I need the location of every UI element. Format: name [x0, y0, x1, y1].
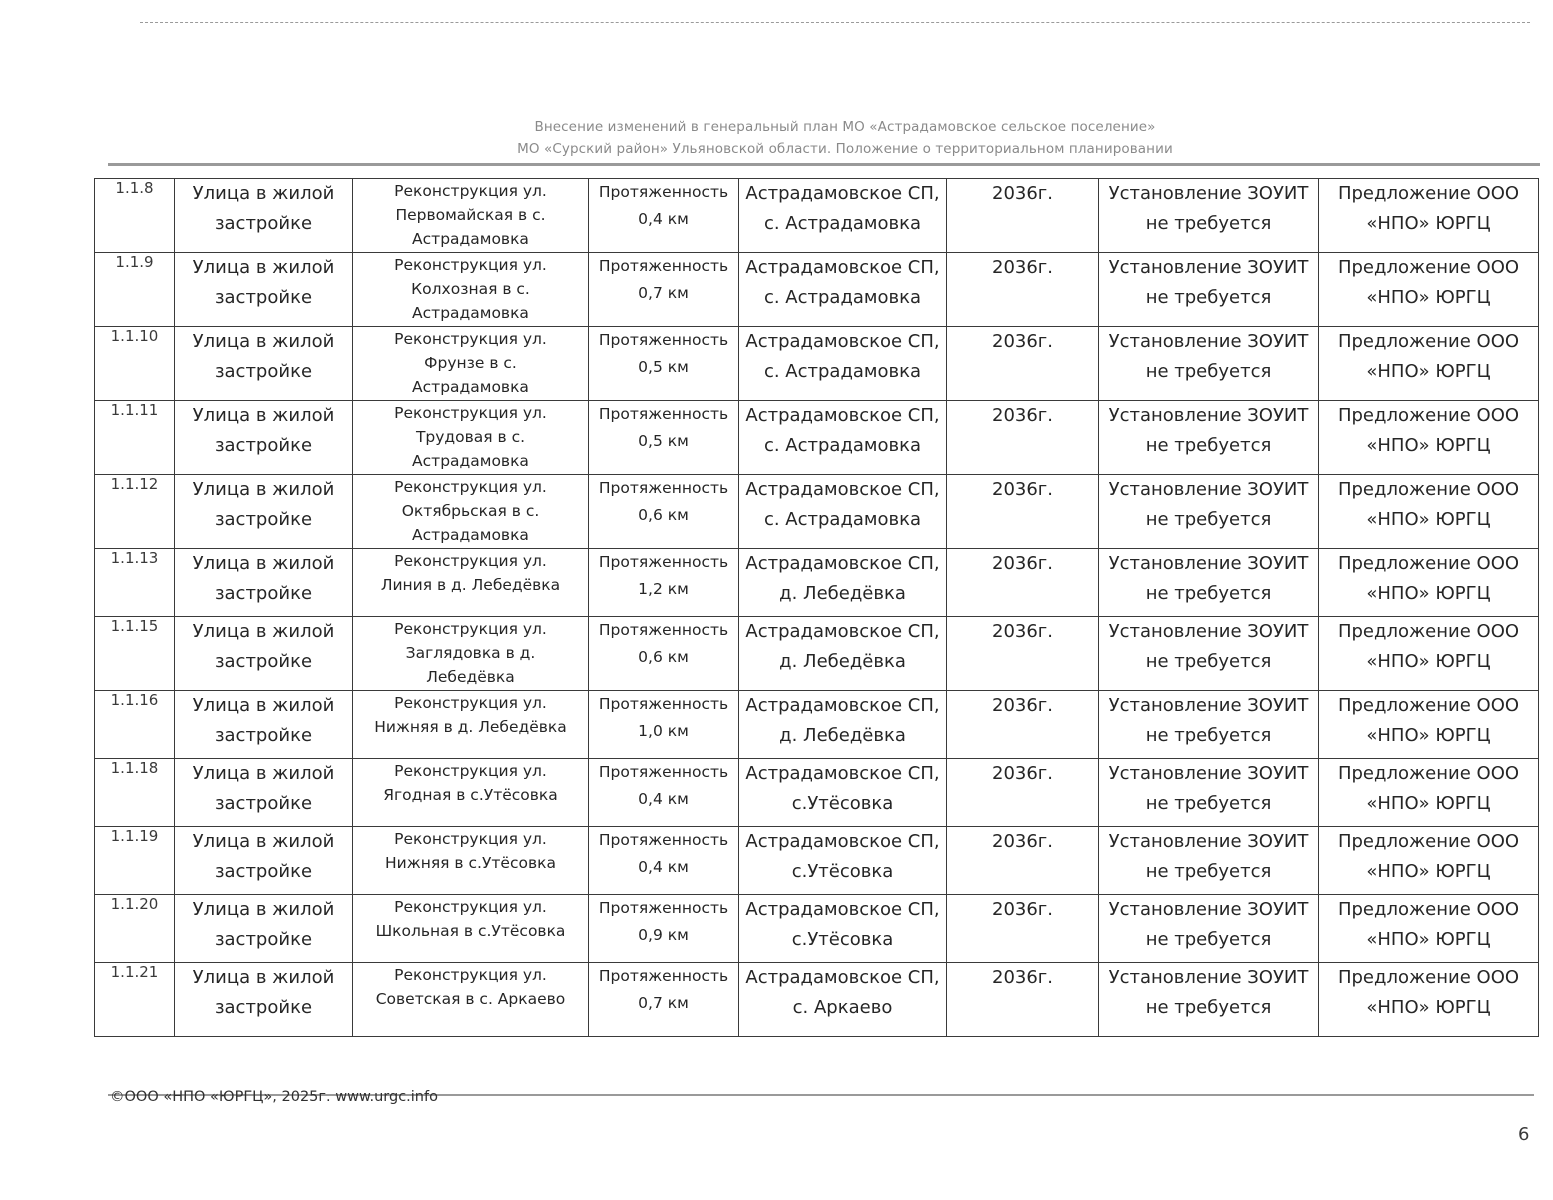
zone-line: Установление ЗОУИТ [1108, 831, 1309, 852]
length-line: Протяженность [598, 331, 729, 349]
location-line: Астрадамовское СП, [745, 763, 940, 784]
location-line: с. Астрадамовка [763, 361, 922, 382]
zone-line: не требуется [1145, 861, 1272, 882]
length-cell [589, 475, 739, 549]
length-line: Протяженность [598, 479, 729, 497]
location-cell [739, 253, 947, 327]
zone-cell [1099, 253, 1319, 327]
zone-line: Установление ЗОУИТ [1108, 621, 1309, 642]
zone-line: Установление ЗОУИТ [1108, 553, 1309, 574]
work-description-line: Нижняя в с.Утёсовка [385, 854, 556, 872]
source-cell [1319, 179, 1539, 253]
source-cell [1319, 759, 1539, 827]
location-line: Астрадамовское СП, [745, 257, 940, 278]
zone-line: не требуется [1145, 509, 1272, 530]
table-body [95, 179, 1539, 1037]
object-type-line: Улица в жилой [192, 183, 335, 204]
row-number: 1.1.11 [95, 401, 175, 475]
source-line: Предложение ООО [1337, 405, 1520, 426]
object-type-line: застройке [214, 725, 313, 746]
work-description-line: Астрадамовка [412, 452, 529, 470]
row-number: 1.1.21 [95, 963, 175, 1037]
table-row [95, 401, 1539, 475]
year-cell: 2036г. [947, 327, 1099, 401]
location-cell [739, 475, 947, 549]
length-line: 0,6 км [638, 506, 689, 524]
object-type-line: застройке [214, 929, 313, 950]
length-line: Протяженность [598, 967, 729, 985]
year-cell: 2036г. [947, 963, 1099, 1037]
length-line: 0,6 км [638, 648, 689, 666]
row-number: 1.1.13 [95, 549, 175, 617]
header-divider [108, 163, 1540, 166]
work-description-line: Астрадамовка [412, 304, 529, 322]
work-description-cell [353, 963, 589, 1037]
source-cell [1319, 475, 1539, 549]
source-line: Предложение ООО [1337, 831, 1520, 852]
work-description-line: Астрадамовка [412, 230, 529, 248]
length-line: Протяженность [598, 183, 729, 201]
zone-line: не требуется [1145, 997, 1272, 1018]
source-line: «НПО» ЮРГЦ [1366, 651, 1491, 672]
source-line: «НПО» ЮРГЦ [1366, 929, 1491, 950]
row-number: 1.1.20 [95, 895, 175, 963]
year-cell: 2036г. [947, 691, 1099, 759]
location-line: Астрадамовское СП, [745, 405, 940, 426]
zone-cell [1099, 549, 1319, 617]
object-type-line: Улица в жилой [192, 967, 335, 988]
length-line: Протяженность [598, 257, 729, 275]
length-line: Протяженность [598, 553, 729, 571]
zone-line: не требуется [1145, 929, 1272, 950]
location-line: Астрадамовское СП, [745, 553, 940, 574]
zone-line: не требуется [1145, 213, 1272, 234]
zone-cell [1099, 327, 1319, 401]
length-line: Протяженность [598, 899, 729, 917]
zone-cell [1099, 963, 1319, 1037]
header-line-1: Внесение изменений в генеральный план МО «Астрадамовское сельское поселение» [534, 119, 1156, 135]
location-line: Астрадамовское СП, [745, 831, 940, 852]
work-description-line: Октябрьская в с. [401, 502, 540, 520]
object-type-line: застройке [214, 861, 313, 882]
year-cell: 2036г. [947, 475, 1099, 549]
object-type-line: застройке [214, 213, 313, 234]
object-type-line: Улица в жилой [192, 405, 335, 426]
object-type-line: застройке [214, 793, 313, 814]
table-row [95, 549, 1539, 617]
zone-line: Установление ЗОУИТ [1108, 479, 1309, 500]
footer-copyright: ©ООО «НПО «ЮРГЦ», 2025г. www.urgc.info [110, 1089, 438, 1105]
location-line: Астрадамовское СП, [745, 331, 940, 352]
zone-cell [1099, 475, 1319, 549]
zone-line: Установление ЗОУИТ [1108, 899, 1309, 920]
work-description-line: Фрунзе в с. [424, 354, 517, 372]
planning-table [94, 178, 1539, 1037]
location-line: с. Аркаево [792, 997, 893, 1018]
zone-line: не требуется [1145, 287, 1272, 308]
work-description-line: Нижняя в д. Лебедёвка [374, 718, 567, 736]
object-type-cell [175, 617, 353, 691]
table-row [95, 179, 1539, 253]
location-cell [739, 617, 947, 691]
location-line: с. Астрадамовка [763, 435, 922, 456]
source-cell [1319, 253, 1539, 327]
zone-line: Установление ЗОУИТ [1108, 331, 1309, 352]
object-type-line: Улица в жилой [192, 553, 335, 574]
location-line: с.Утёсовка [791, 929, 894, 950]
length-line: 0,5 км [638, 432, 689, 450]
object-type-cell [175, 327, 353, 401]
length-line: 0,4 км [638, 210, 689, 228]
year-cell: 2036г. [947, 179, 1099, 253]
work-description-line: Реконструкция ул. [394, 404, 547, 422]
work-description-cell [353, 327, 589, 401]
location-line: Астрадамовское СП, [745, 899, 940, 920]
length-cell [589, 253, 739, 327]
zone-line: не требуется [1145, 651, 1272, 672]
object-type-line: Улица в жилой [192, 831, 335, 852]
table-row [95, 475, 1539, 549]
length-cell [589, 827, 739, 895]
location-cell [739, 179, 947, 253]
location-cell [739, 401, 947, 475]
object-type-line: застройке [214, 435, 313, 456]
work-description-line: Колхозная в с. [411, 280, 530, 298]
document-header [110, 116, 1540, 160]
object-type-cell [175, 401, 353, 475]
work-description-line: Реконструкция ул. [394, 478, 547, 496]
source-line: Предложение ООО [1337, 553, 1520, 574]
object-type-line: застройке [214, 509, 313, 530]
object-type-cell [175, 475, 353, 549]
source-line: «НПО» ЮРГЦ [1366, 583, 1491, 604]
work-description-line: Реконструкция ул. [394, 330, 547, 348]
object-type-line: Улица в жилой [192, 899, 335, 920]
source-cell [1319, 401, 1539, 475]
work-description-line: Линия в д. Лебедёвка [380, 576, 561, 594]
year-cell: 2036г. [947, 617, 1099, 691]
work-description-line: Реконструкция ул. [394, 620, 547, 638]
work-description-line: Реконструкция ул. [394, 966, 547, 984]
object-type-line: застройке [214, 361, 313, 382]
object-type-cell [175, 759, 353, 827]
location-cell [739, 691, 947, 759]
object-type-cell [175, 549, 353, 617]
work-description-line: Трудовая в с. [415, 428, 526, 446]
table-row [95, 895, 1539, 963]
location-line: д. Лебедёвка [779, 725, 906, 746]
source-line: «НПО» ЮРГЦ [1366, 997, 1491, 1018]
table-row [95, 691, 1539, 759]
work-description-cell [353, 179, 589, 253]
length-line: 0,4 км [638, 790, 689, 808]
length-cell [589, 617, 739, 691]
object-type-cell [175, 827, 353, 895]
object-type-line: застройке [214, 583, 313, 604]
zone-line: не требуется [1145, 725, 1272, 746]
source-line: «НПО» ЮРГЦ [1366, 287, 1491, 308]
source-line: Предложение ООО [1337, 479, 1520, 500]
length-cell [589, 327, 739, 401]
object-type-line: Улица в жилой [192, 479, 335, 500]
object-type-cell [175, 179, 353, 253]
object-type-cell [175, 691, 353, 759]
object-type-line: Улица в жилой [192, 257, 335, 278]
object-type-line: Улица в жилой [192, 621, 335, 642]
row-number: 1.1.19 [95, 827, 175, 895]
source-cell [1319, 327, 1539, 401]
table-row [95, 759, 1539, 827]
length-cell [589, 549, 739, 617]
zone-line: не требуется [1145, 793, 1272, 814]
work-description-line: Реконструкция ул. [394, 182, 547, 200]
location-cell [739, 827, 947, 895]
table-row [95, 963, 1539, 1037]
object-type-line: застройке [214, 287, 313, 308]
length-line: Протяженность [598, 831, 729, 849]
table-row [95, 253, 1539, 327]
work-description-line: Ягодная в с.Утёсовка [383, 786, 558, 804]
location-line: д. Лебедёвка [779, 583, 906, 604]
location-line: Астрадамовское СП, [745, 695, 940, 716]
row-number: 1.1.10 [95, 327, 175, 401]
source-line: «НПО» ЮРГЦ [1366, 861, 1491, 882]
work-description-line: Реконструкция ул. [394, 694, 547, 712]
zone-line: не требуется [1145, 361, 1272, 382]
work-description-line: Реконструкция ул. [394, 830, 547, 848]
source-line: Предложение ООО [1337, 899, 1520, 920]
table-row [95, 827, 1539, 895]
source-line: Предложение ООО [1337, 331, 1520, 352]
source-line: «НПО» ЮРГЦ [1366, 361, 1491, 382]
table-row [95, 327, 1539, 401]
work-description-cell [353, 401, 589, 475]
header-line-2: МО «Сурский район» Ульяновской области. Положение о территориальном планировании [517, 141, 1173, 157]
zone-cell [1099, 179, 1319, 253]
object-type-line: Улица в жилой [192, 763, 335, 784]
row-number: 1.1.18 [95, 759, 175, 827]
zone-cell [1099, 401, 1319, 475]
object-type-line: Улица в жилой [192, 695, 335, 716]
row-number: 1.1.8 [95, 179, 175, 253]
work-description-line: Первомайская в с. [395, 206, 546, 224]
location-line: с. Астрадамовка [763, 287, 922, 308]
work-description-cell [353, 895, 589, 963]
source-line: Предложение ООО [1337, 183, 1520, 204]
location-cell [739, 963, 947, 1037]
location-cell [739, 759, 947, 827]
source-line: Предложение ООО [1337, 621, 1520, 642]
source-line: «НПО» ЮРГЦ [1366, 725, 1491, 746]
object-type-line: Улица в жилой [192, 331, 335, 352]
year-cell: 2036г. [947, 895, 1099, 963]
work-description-line: Лебедёвка [426, 668, 515, 686]
zone-line: не требуется [1145, 583, 1272, 604]
location-line: с.Утёсовка [791, 793, 894, 814]
zone-line: Установление ЗОУИТ [1108, 183, 1309, 204]
location-cell [739, 549, 947, 617]
table-row [95, 617, 1539, 691]
length-line: Протяженность [598, 695, 729, 713]
zone-line: Установление ЗОУИТ [1108, 257, 1309, 278]
row-number: 1.1.15 [95, 617, 175, 691]
source-line: «НПО» ЮРГЦ [1366, 435, 1491, 456]
length-cell [589, 401, 739, 475]
work-description-cell [353, 253, 589, 327]
page-number: 6 [1518, 1124, 1530, 1145]
zone-cell [1099, 617, 1319, 691]
row-number: 1.1.16 [95, 691, 175, 759]
zone-cell [1099, 895, 1319, 963]
source-line: Предложение ООО [1337, 763, 1520, 784]
work-description-line: Заглядовка в д. [405, 644, 536, 662]
work-description-line: Реконструкция ул. [394, 762, 547, 780]
source-cell [1319, 895, 1539, 963]
zone-line: Установление ЗОУИТ [1108, 695, 1309, 716]
work-description-line: Советская в с. Аркаево [375, 990, 566, 1008]
length-line: 0,9 км [638, 926, 689, 944]
year-cell: 2036г. [947, 759, 1099, 827]
length-cell [589, 963, 739, 1037]
zone-cell [1099, 759, 1319, 827]
source-cell [1319, 827, 1539, 895]
location-line: с.Утёсовка [791, 861, 894, 882]
length-cell [589, 179, 739, 253]
year-cell: 2036г. [947, 253, 1099, 327]
zone-cell [1099, 691, 1319, 759]
location-line: Астрадамовское СП, [745, 967, 940, 988]
source-cell [1319, 691, 1539, 759]
row-number: 1.1.12 [95, 475, 175, 549]
work-description-line: Школьная в с.Утёсовка [375, 922, 566, 940]
source-line: «НПО» ЮРГЦ [1366, 213, 1491, 234]
location-line: Астрадамовское СП, [745, 621, 940, 642]
source-cell [1319, 617, 1539, 691]
location-line: Астрадамовское СП, [745, 479, 940, 500]
work-description-line: Реконструкция ул. [394, 898, 547, 916]
location-line: д. Лебедёвка [779, 651, 906, 672]
length-line: 0,7 км [638, 994, 689, 1012]
zone-line: не требуется [1145, 435, 1272, 456]
zone-line: Установление ЗОУИТ [1108, 967, 1309, 988]
length-cell [589, 691, 739, 759]
zone-cell [1099, 827, 1319, 895]
object-type-cell [175, 895, 353, 963]
source-cell [1319, 963, 1539, 1037]
object-type-cell [175, 963, 353, 1037]
length-cell [589, 759, 739, 827]
source-line: «НПО» ЮРГЦ [1366, 509, 1491, 530]
length-line: 0,4 км [638, 858, 689, 876]
work-description-cell [353, 691, 589, 759]
source-cell [1319, 549, 1539, 617]
location-line: с. Астрадамовка [763, 509, 922, 530]
length-line: 1,2 км [638, 580, 689, 598]
length-cell [589, 895, 739, 963]
work-description-cell [353, 759, 589, 827]
work-description-cell [353, 617, 589, 691]
work-description-line: Реконструкция ул. [394, 256, 547, 274]
object-type-cell [175, 253, 353, 327]
work-description-cell [353, 827, 589, 895]
source-line: Предложение ООО [1337, 257, 1520, 278]
length-line: Протяженность [598, 621, 729, 639]
length-line: Протяженность [598, 405, 729, 423]
row-number: 1.1.9 [95, 253, 175, 327]
source-line: Предложение ООО [1337, 967, 1520, 988]
length-line: 0,7 км [638, 284, 689, 302]
work-description-line: Астрадамовка [412, 378, 529, 396]
work-description-cell [353, 549, 589, 617]
length-line: 1,0 км [638, 722, 689, 740]
location-cell [739, 895, 947, 963]
work-description-cell [353, 475, 589, 549]
zone-line: Установление ЗОУИТ [1108, 405, 1309, 426]
work-description-line: Астрадамовка [412, 526, 529, 544]
object-type-line: застройке [214, 997, 313, 1018]
location-cell [739, 327, 947, 401]
work-description-line: Реконструкция ул. [394, 552, 547, 570]
length-line: 0,5 км [638, 358, 689, 376]
source-line: «НПО» ЮРГЦ [1366, 793, 1491, 814]
year-cell: 2036г. [947, 401, 1099, 475]
source-line: Предложение ООО [1337, 695, 1520, 716]
zone-line: Установление ЗОУИТ [1108, 763, 1309, 784]
location-line: с. Астрадамовка [763, 213, 922, 234]
object-type-line: застройке [214, 651, 313, 672]
scan-edge-line [140, 22, 1530, 23]
length-line: Протяженность [598, 763, 729, 781]
year-cell: 2036г. [947, 549, 1099, 617]
year-cell: 2036г. [947, 827, 1099, 895]
location-line: Астрадамовское СП, [745, 183, 940, 204]
